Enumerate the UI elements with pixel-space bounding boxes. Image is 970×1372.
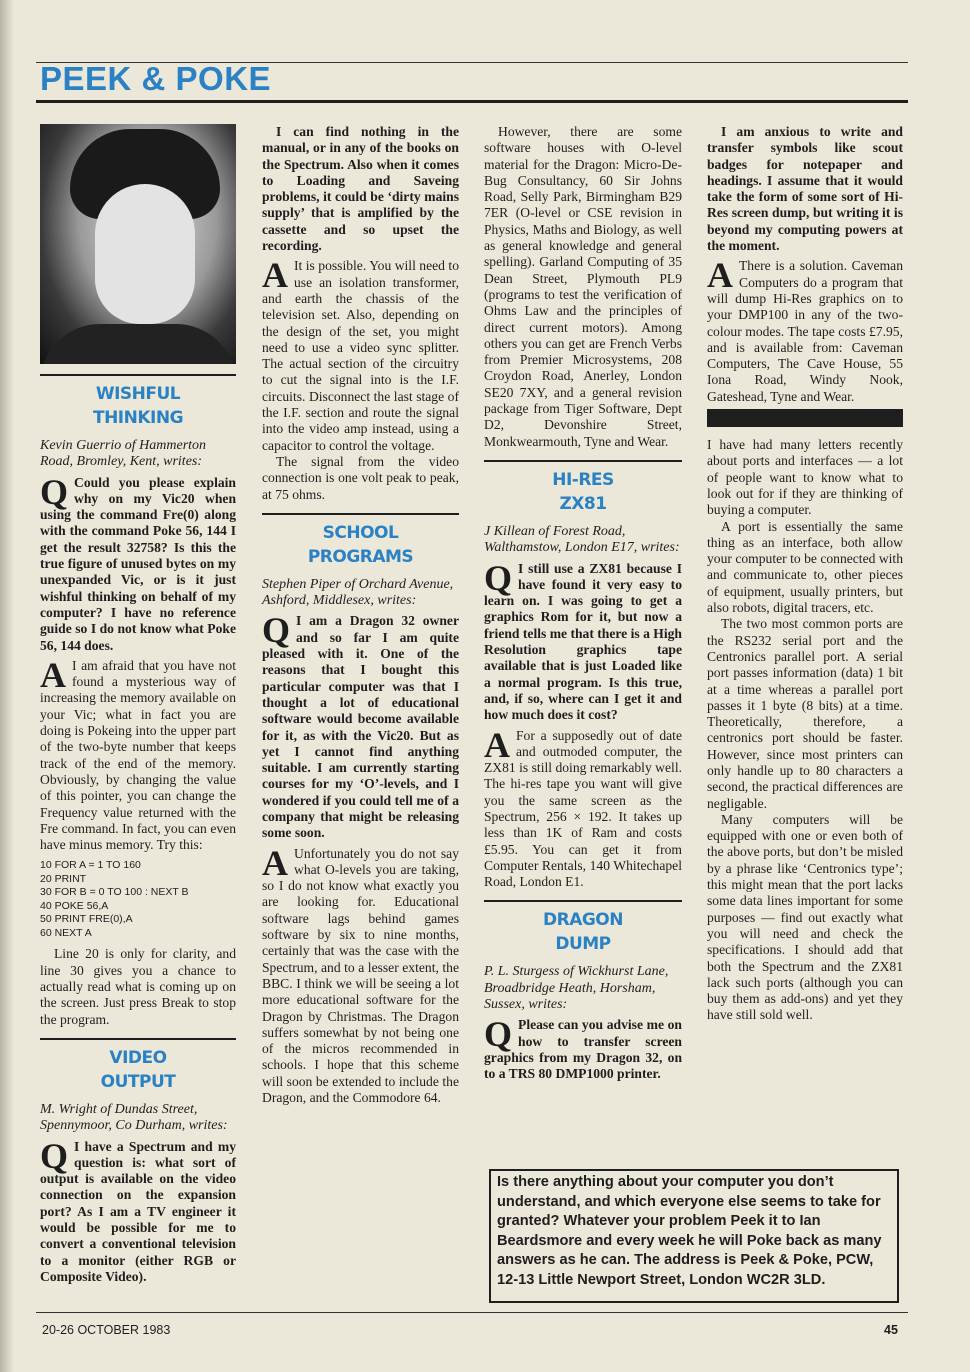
reader-callout-box: Is there anything about your computer you don’t understand, and which everyone else seems to take for granted? Whatever your problem Peek it to Ian Beardsmore and every week he will Poke back as many answers as he can. The address is Peek & Poke, PCW, 12-13 Little Newport Street, London WC2R 3LD. bbox=[489, 1169, 899, 1303]
ports-paragraph: I have had many letters recently about ports and interfaces — a lot of people want to know what to look out for if they are thinking of buying a computer. bbox=[707, 437, 903, 518]
column-3-content bbox=[484, 124, 682, 1085]
page-binding-shadow bbox=[0, 0, 14, 1372]
letter-writer: P. L. Sturgess of Wickhurst Lane, Broadbridge Heath, Horsham, Sussex, writes: bbox=[484, 964, 669, 1013]
section-heading-bar bbox=[707, 409, 903, 427]
footer-rule bbox=[36, 1312, 908, 1313]
page-number: 45 bbox=[884, 1323, 898, 1337]
answer-text: A It is possible. You will need to use an isolation transformer, and earth the chassis of the television set. Also, depending on the design of the set, you might need to use a video sync splitter. The actual section of the circuitry to cut the signal into is the I.F. circuits. Disconnect the last stage of the I.F. section and route the signal into the video amp instead, using a capacitor to control the voltage. bbox=[262, 255, 459, 453]
letter-writer: Stephen Piper of Orchard Avenue, Ashford, Middlesex, writes: bbox=[262, 576, 454, 609]
answer-continued: The signal from the video connection is one volt peak to peak, at 75 ohms. bbox=[262, 453, 459, 502]
answer-continued: However, there are some software houses with O-level material for the Dragon: Micro-De-Bug Consultancy, 60 Sir Johns Road, Selly Park, Birmingham B29 7ER (O-level or CSE revision in Physics, Maths and Biology, as well as general knowledge and general spelling). Garland Computing of 35 Dean Street, Plymouth PL9 (programs to test the verification of Ohms Law and the principles of direct current motors). Among others you can get are French Verbs from Premier Microsystems, 208 Croydon Road, Anerley, London SE20 7XY, and a general revision package from Tiger Software, Dept D2, Devonshire Street, Monkwearmouth, Tyne and Wear. bbox=[484, 124, 682, 449]
section-rule bbox=[40, 374, 236, 376]
question-text: Q I have a Spectrum and my question is: what sort of output is available on the video connection on the expansion port? As I am a TV engineer it would be possible for me to convert a conventional television to a monitor (either RGB or Composite Video). bbox=[40, 1135, 236, 1284]
answer-text: A For a supposedly out of date and outmoded computer, the ZX81 is still doing remarkably well. The hi-res tape you want will give you the same screen as the Spectrum, 256 × 192. It takes up less than 1K of Ram and costs £5.95. You can get it from Computer Rentals, 140 Whitechapel Road, London E1. bbox=[484, 724, 682, 890]
section-title-hires: HI-RES ZX81 bbox=[552, 469, 614, 514]
ports-paragraph: The two most common ports are the RS232 serial port and the Centronics parallel port. A serial port passes information (data) 1 bit at a time whereas a parallel port passes it 1 byte (8 bits) at a time. Theoretically, therefore, a centronics port should be faster. However, since most printers can only handle up to 80 characters a second, the practical differences are negligable. bbox=[707, 616, 903, 811]
section-title-dragon: DRAGON DUMP bbox=[543, 910, 623, 955]
basic-listing: 10 FOR A = 1 TO 160 20 PRINT 30 FOR B = 0 TO 100 : NEXT B 40 POKE 56,A 50 PRINT FRE(0),A 60 NEXT A bbox=[40, 859, 189, 939]
letter-writer: Kevin Guerrio of Hammerton Road, Bromley, Kent, writes: bbox=[40, 438, 207, 470]
question-text: Q I still use a ZX81 because I have found it very easy to learn on. I was going to get a graphics Rom for it, but now a friend tells me that there is a High Resolution graphics tape available that is just Loaded like a normal program. Is this true, and, if so, where can I get it and how much does it cost? bbox=[484, 557, 682, 723]
ports-paragraph: Many computers will be equipped with one or even both of the above ports, but don’t be misled by a phrase like ‘Centronics type’; this might mean that the port lacks some data lines important for some purposes — find out exactly what you will need and check the specifications. I should add that both the Spectrum and the ZX81 lack such ports (although you can buy them as add-ons) and yet they have still sold well. bbox=[707, 811, 903, 1023]
section-rule bbox=[262, 513, 459, 515]
issue-date: 20-26 OCTOBER 1983 bbox=[42, 1323, 171, 1337]
answer-text: A There is a solution. Caveman Computers do a program that will dump Hi-Res graphics on to your DMP100 in any of the two-colour modes. The tape costs £7.95, and is available from: Caveman Computers, The Cave House, 55 Iona Road, Windy Nook, Gateshead, Tyne and Wear. bbox=[707, 255, 903, 404]
ports-paragraph: A port is essentially the same thing as an interface, both allow your computer to be connected with and communicate to, other pieces of equipment, usually printers, but also robots, digital tracers, etc. bbox=[707, 518, 903, 616]
answer-text: A Unfortunately you do not say what O-levels you are taking, so I do not know what exactly you are looking for. Educational software lags behind games software by six to nine months, certainly that was the case with the Spectrum, and to a lesser extent, the BBC. I think we will be seeing a lot more educational software for the Dragon by Christmas. The Dragon suffers somewhat by not being one of the micros recommended in schools. I hope that this scheme will soon be extended to include the Dragon, and the Commodore 64. bbox=[262, 842, 459, 1106]
column-4 bbox=[707, 124, 903, 1024]
section-rule bbox=[484, 900, 682, 902]
section-rule bbox=[484, 460, 682, 462]
section-title-school: SCHOOL PROGRAMS bbox=[307, 522, 414, 567]
answer-text: A I am afraid that you have not found a mysterious way of increasing the memory available on your Vic; what in fact you are doing is Pokeing into the upper part of the two-byte number that keeps track of the end of the memory. Obviously, by changing the value of this pointer, you can change the Frequency value returned with the Fre command. In fact, you can even have minus memory. Try this: bbox=[40, 654, 236, 853]
column-2 bbox=[262, 124, 459, 1106]
page-title: PEEK & POKE bbox=[40, 60, 272, 97]
answer-continued: Line 20 is only for clarity, and line 30 gives you a chance to actually read what is coming up on the screen. Just press Break to stop the program. bbox=[40, 946, 236, 1027]
letter-writer: J Killean of Forest Road, Walthamstow, London E17, writes: bbox=[484, 523, 680, 556]
column-1 bbox=[40, 124, 236, 1287]
question-text: Q Please can you advise me on how to transfer screen graphics from my Dragon 32, on to a TRS 80 DMP1000 printer. bbox=[484, 1014, 682, 1082]
letter-writer: M. Wright of Dundas Street, Spennymoor, Co Durham, writes: bbox=[40, 1101, 228, 1134]
question-continued: I can find nothing in the manual, or in any of the books on the Spectrum. Also when it comes to Loading and Saveing problems, it could be ‘dirty mains supply’ that is amplified by the cassette and so upset the recording. bbox=[262, 124, 459, 254]
author-photo bbox=[40, 124, 236, 364]
question-continued: I am anxious to write and transfer symbols like scout badges for notepaper and headings. I assume that it would take the form of some sort of Hi-Res screen dump, but writing it is beyond my computing powers at the moment. bbox=[707, 124, 903, 254]
question-text: Q I am a Dragon 32 owner and so far I am quite pleased with it. One of the reasons that I bought this particular computer was that I thought a lot of educational software would become available for it, as with the Vic20. But as yet I cannot find anything suitable. I am currently starting courses for my ‘O’-levels, and I wondered if you could tell me of a company that might be releasing some soon. bbox=[262, 610, 459, 841]
header-rule bbox=[36, 100, 908, 103]
section-rule bbox=[40, 1038, 236, 1040]
question-text: Q Could you please explain why on my Vic20 when using the command Fre(0) along with the command Poke 56, 144 I get the result 32758? Is this the true figure of unused bytes on my unexpanded Vic, or is it just wishful thinking on behalf of my computer? I have no reference guide so I do not know what Poke 56, 144 does. bbox=[40, 471, 236, 653]
section-title-wishful: WISHFUL THINKING bbox=[92, 384, 184, 428]
section-title-video: VIDEO OUTPUT bbox=[100, 1047, 176, 1092]
